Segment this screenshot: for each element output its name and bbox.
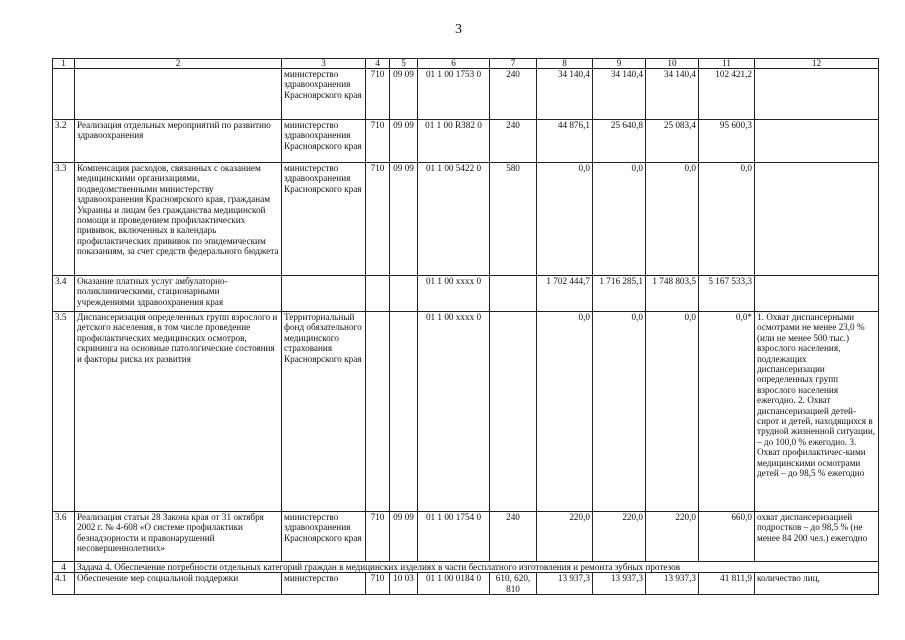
expected-result: охват диспансеризацией подростков – до 98,5 % (не менее 84 200 чел.) ежегодно <box>755 512 879 562</box>
responsible-body: министерство здравоохранения Красноярского края <box>282 69 366 120</box>
row-number: 3.6 <box>53 512 75 562</box>
total-amount: 0,0* <box>699 312 755 512</box>
activity-name: Диспансеризация определенных групп взрослого и детского населения, в том числе проведение профилактических медицинских осмотров, скрининга на основные патологические состояния и факторы риска их развития <box>75 312 282 512</box>
row-number: 4.1 <box>53 573 75 595</box>
year2-amount: 1 716 285,1 <box>593 276 646 312</box>
csr-code: 01 1 00 1754 0 <box>418 512 490 562</box>
year1-amount: 220,0 <box>537 512 593 562</box>
vr-code <box>490 312 537 512</box>
expected-result <box>755 120 879 163</box>
table-row <box>53 312 879 512</box>
total-amount: 95 600,3 <box>699 120 755 163</box>
year3-amount: 13 937,3 <box>646 573 699 595</box>
year1-amount: 34 140,4 <box>537 69 593 120</box>
rzpr-code <box>390 312 418 512</box>
rzpr-code: 09 09 <box>390 69 418 120</box>
expected-result <box>755 163 879 276</box>
year1-amount: 0,0 <box>537 163 593 276</box>
header-cell: 1 <box>53 59 75 69</box>
grbs-code <box>366 276 390 312</box>
responsible-body: министерство здравоохранения Красноярского края <box>282 120 366 163</box>
year3-amount: 0,0 <box>646 312 699 512</box>
grbs-code: 710 <box>366 69 390 120</box>
row-number: 3.4 <box>53 276 75 312</box>
grbs-code: 710 <box>366 573 390 595</box>
csr-code: 01 1 00 xxxx 0 <box>418 276 490 312</box>
header-cell: 6 <box>418 59 490 69</box>
year2-amount: 25 640,8 <box>593 120 646 163</box>
year3-amount: 34 140,4 <box>646 69 699 120</box>
row-number: 3.5 <box>53 312 75 512</box>
year2-amount: 13 937,3 <box>593 573 646 595</box>
header-cell: 5 <box>390 59 418 69</box>
activity-name <box>75 69 282 120</box>
expected-result <box>755 69 879 120</box>
header-cell: 7 <box>490 59 537 69</box>
csr-code: 01 1 00 xxxx 0 <box>418 312 490 512</box>
grbs-code: 710 <box>366 120 390 163</box>
header-cell: 3 <box>282 59 366 69</box>
task-row <box>53 562 879 573</box>
table-row <box>53 276 879 312</box>
rzpr-code: 10 03 <box>390 573 418 595</box>
table-row <box>53 120 879 163</box>
csr-code: 01 1 00 0184 0 <box>418 573 490 595</box>
page-number: 3 <box>455 22 462 37</box>
table-row <box>53 163 879 276</box>
column-number-header-row <box>53 59 879 69</box>
activity-name: Оказание платных услуг амбулаторно-поликлиническими, стационарными учреждениями здравоохранения края <box>75 276 282 312</box>
header-cell: 9 <box>593 59 646 69</box>
activity-name: Реализация статьи 28 Закона края от 31 октября 2002 г. № 4-608 «О системе профилактики безнадзорности и правонарушений несовершеннолетних» <box>75 512 282 562</box>
grbs-code: 710 <box>366 163 390 276</box>
total-amount: 5 167 533,3 <box>699 276 755 312</box>
rzpr-code <box>390 276 418 312</box>
vr-code: 240 <box>490 69 537 120</box>
year1-amount: 44 876,1 <box>537 120 593 163</box>
vr-code: 580 <box>490 163 537 276</box>
row-number <box>53 69 75 120</box>
expected-result: количество лиц, <box>755 573 879 595</box>
grbs-code: 710 <box>366 512 390 562</box>
responsible-body: министерство <box>282 573 366 595</box>
total-amount: 660,0 <box>699 512 755 562</box>
year3-amount: 25 083,4 <box>646 120 699 163</box>
activity-name: Обеспечение мер социальной поддержки <box>75 573 282 595</box>
responsible-body <box>282 276 366 312</box>
task-number: 4 <box>53 562 75 573</box>
total-amount: 102 421,2 <box>699 69 755 120</box>
header-cell: 8 <box>537 59 593 69</box>
year3-amount: 220,0 <box>646 512 699 562</box>
row-number: 3.3 <box>53 163 75 276</box>
task-title: Задача 4. Обеспечение потребности отдельных категорий граждан в медицинских изделиях в части бесплатного изготовления и ремонта зубных протезов <box>75 562 879 573</box>
responsible-body: министерство здравоохранения Красноярского края <box>282 512 366 562</box>
responsible-body: министерство здравоохранения Красноярского края <box>282 163 366 276</box>
rzpr-code: 09 09 <box>390 163 418 276</box>
header-cell: 4 <box>366 59 390 69</box>
vr-code: 610, 620, 810 <box>490 573 537 595</box>
vr-code: 240 <box>490 120 537 163</box>
year2-amount: 0,0 <box>593 163 646 276</box>
header-cell: 10 <box>646 59 699 69</box>
header-cell: 2 <box>75 59 282 69</box>
year1-amount: 13 937,3 <box>537 573 593 595</box>
responsible-body: Территориальный фонд обязательного медицинского страхования Красноярского края <box>282 312 366 512</box>
table-row <box>53 69 879 120</box>
activity-name: Реализация отдельных мероприятий по развитию здравоохранения <box>75 120 282 163</box>
rzpr-code: 09 09 <box>390 512 418 562</box>
year3-amount: 1 748 803,5 <box>646 276 699 312</box>
row-number: 3.2 <box>53 120 75 163</box>
year3-amount: 0,0 <box>646 163 699 276</box>
expected-result: 1. Охват диспансерными осмотрами не менее 23,0 % (или не менее 500 тыс.) взрослого населения, подлежащих диспансеризации определенных групп взрослого населения ежегодно. 2. Охват диспансеризацией детей-сирот и детей, находящихся в трудной жизненной ситуации, – до 100,0 % ежегодно. 3. Охват профилактичес-кими медицинскими осмотрами детей – до 98,5 % ежегодно <box>755 312 879 512</box>
year1-amount: 0,0 <box>537 312 593 512</box>
total-amount: 41 811,9 <box>699 573 755 595</box>
header-cell: 12 <box>755 59 879 69</box>
grbs-code <box>366 312 390 512</box>
expected-result <box>755 276 879 312</box>
csr-code: 01 1 00 1753 0 <box>418 69 490 120</box>
activity-name: Компенсация расходов, связанных с оказанием медицинскими организациями, подведомственными министерству здравоохранения Красноярского края, гражданам Украины и лицам без гражданства медицинской помощи и проведением профилактических прививок, включенных в календарь профилактических прививок по эпидемическим показаниям, за счет средств федерального бюджета <box>75 163 282 276</box>
total-amount: 0,0 <box>699 163 755 276</box>
program-activities-table <box>52 58 879 595</box>
year2-amount: 34 140,4 <box>593 69 646 120</box>
header-cell: 11 <box>699 59 755 69</box>
year2-amount: 0,0 <box>593 312 646 512</box>
csr-code: 01 1 00 R382 0 <box>418 120 490 163</box>
year2-amount: 220,0 <box>593 512 646 562</box>
vr-code: 240 <box>490 512 537 562</box>
vr-code <box>490 276 537 312</box>
year1-amount: 1 702 444,7 <box>537 276 593 312</box>
csr-code: 01 1 00 5422 0 <box>418 163 490 276</box>
table-row <box>53 512 879 562</box>
rzpr-code: 09 09 <box>390 120 418 163</box>
table-row <box>53 573 879 595</box>
